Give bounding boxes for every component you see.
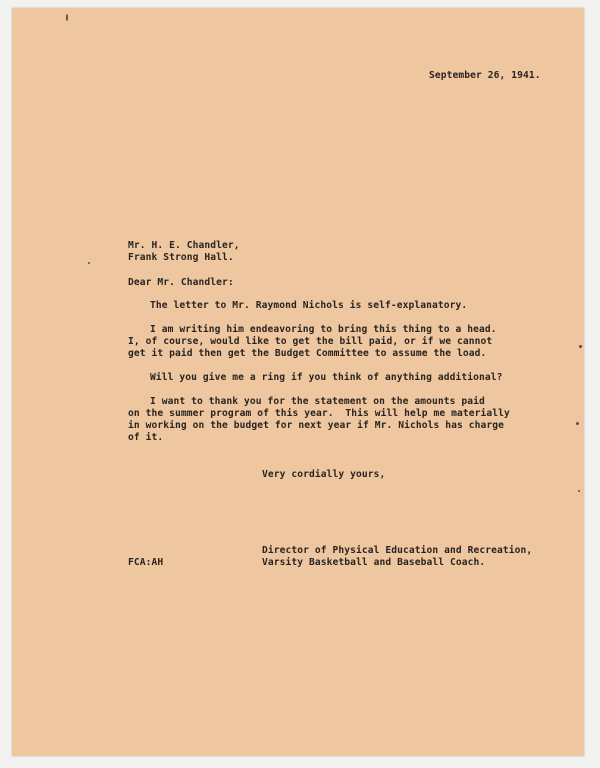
- typist-initials: FCA:AH: [128, 557, 164, 568]
- letter-date: September 26, 1941.: [429, 70, 541, 81]
- paper-speck: [576, 422, 579, 425]
- signature-title: Varsity Basketball and Baseball Coach.: [262, 557, 486, 568]
- paper-speck: [66, 14, 68, 21]
- paragraph-line: The letter to Mr. Raymond Nichols is self-explanatory.: [150, 300, 468, 311]
- paper-speck: [578, 490, 580, 492]
- paragraph-line: I am writing him endeavoring to bring this thing to a head.: [150, 324, 497, 335]
- recipient-address: Frank Strong Hall.: [128, 252, 234, 263]
- paper-speck: [88, 262, 90, 264]
- paragraph-line: get it paid then get the Budget Committee to assume the load.: [128, 348, 487, 359]
- signature-title: Director of Physical Education and Recreation,: [262, 545, 533, 556]
- paragraph-line: on the summer program of this year. This will help me materially: [128, 408, 510, 419]
- paper-speck: [579, 345, 582, 348]
- paragraph-line: of it.: [128, 432, 164, 443]
- paragraph-line: I, of course, would like to get the bill paid, or if we cannot: [128, 336, 493, 347]
- salutation: Dear Mr. Chandler:: [128, 277, 234, 288]
- closing: Very cordially yours,: [262, 469, 386, 480]
- letter-page: [12, 8, 584, 756]
- paragraph-line: I want to thank you for the statement on the amounts paid: [150, 396, 485, 407]
- paragraph-line: Will you give me a ring if you think of anything additional?: [150, 372, 503, 383]
- paragraph-line: in working on the budget for next year if Mr. Nichols has charge: [128, 420, 505, 431]
- recipient-name: Mr. H. E. Chandler,: [128, 240, 240, 251]
